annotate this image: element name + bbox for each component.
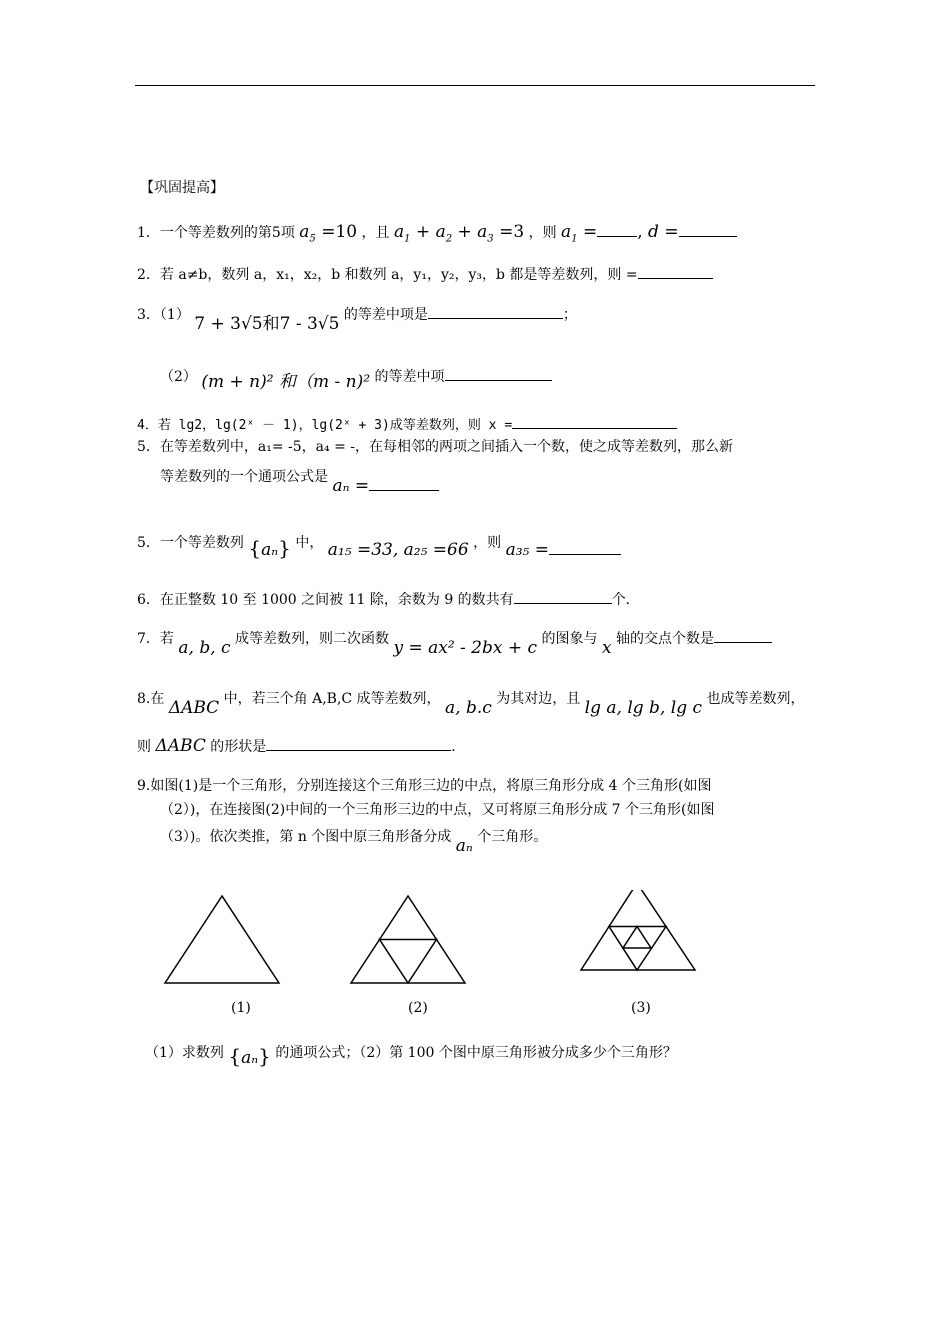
header-rule [135,85,815,86]
figure-1-caption: (1) [231,1000,251,1016]
question-3-part-1: 3．（1） 7 + 3√5和7 - 3√5 的等差中项是 ； [137,304,577,325]
question-5b: 5．一个等差数列 {aₙ} 中， a₁₅ =33, a₂₅ =66 ，则 a₃₅ = [137,530,621,553]
question-9-line-2: （2）)，在连接图(2)中间的一个三角形三边的中点，又可将原三角形分成 7 个三角形(如图 [160,802,715,818]
question-1: 1．一个等差数列的第5项 $a_5 =10$ ，且 $a_1 + a_2 + a_3 =3$ ，则 $a_1$ = , d = [137,222,737,249]
question-9-line-3: （3）)。依次类推，第 n 个图中原三角形备分成 aₙ 个三角形。 [160,829,548,856]
question-7: 7．若 a, b, c 成等差数列，则二次函数 y = ax² - 2bx + c 的图象与 x 轴的交点个数是 [137,628,772,649]
figure-3-triangle [581,890,695,970]
question-8-line-2: 则 ΔABC 的形状是 . [137,736,456,756]
section-title: 【巩固提高】 [140,180,224,196]
figure-2-triangle [351,896,465,983]
question-4: 4．若 lg2，lg(2ˣ － 1)，lg(2ˣ + 3)成等差数列，则 x = [137,414,677,436]
triangle-figures [160,890,720,990]
figure-1-triangle [165,896,279,983]
question-8-line-1: 8.在 ΔABC 中，若三个角 A,B,C 成等差数列， a, b.c 为其对边，且 lg a, lg b, lg c 也成等差数列， [137,691,805,718]
question-9-subquestions: （1）求数列 {aₙ} 的通项公式；（2）第 100 个图中原三角形被分成多少个三角形？ [145,1044,677,1068]
question-5a-line-1: 5．在等差数列中，a₁= -5，a₄ = -，在每相邻的两项之间插入一个数，使之成等差数列，那么新 [137,439,734,455]
question-6: 6．在正整数 10 至 1000 之间被 11 除，余数为 9 的数共有 个． [137,589,640,610]
question-5a-line-2: 等差数列的一个通项公式是 aₙ = [160,466,439,487]
figure-2-caption: (2) [408,1000,428,1016]
question-3-part-2: （2） (m + n)² 和（m - n)² 的等差中项 [160,366,552,387]
figure-3-caption: (3) [631,1000,651,1016]
question-9-line-1: 9.如图(1)是一个三角形，分别连接这个三角形三边的中点，将原三角形分成 4 个三角形(如图 [137,778,712,794]
question-2: 2．若 a≠b，数列 a，x₁，x₂，b 和数列 a，y₁，y₂，y₃，b 都是等差数列，则 = [137,264,713,285]
